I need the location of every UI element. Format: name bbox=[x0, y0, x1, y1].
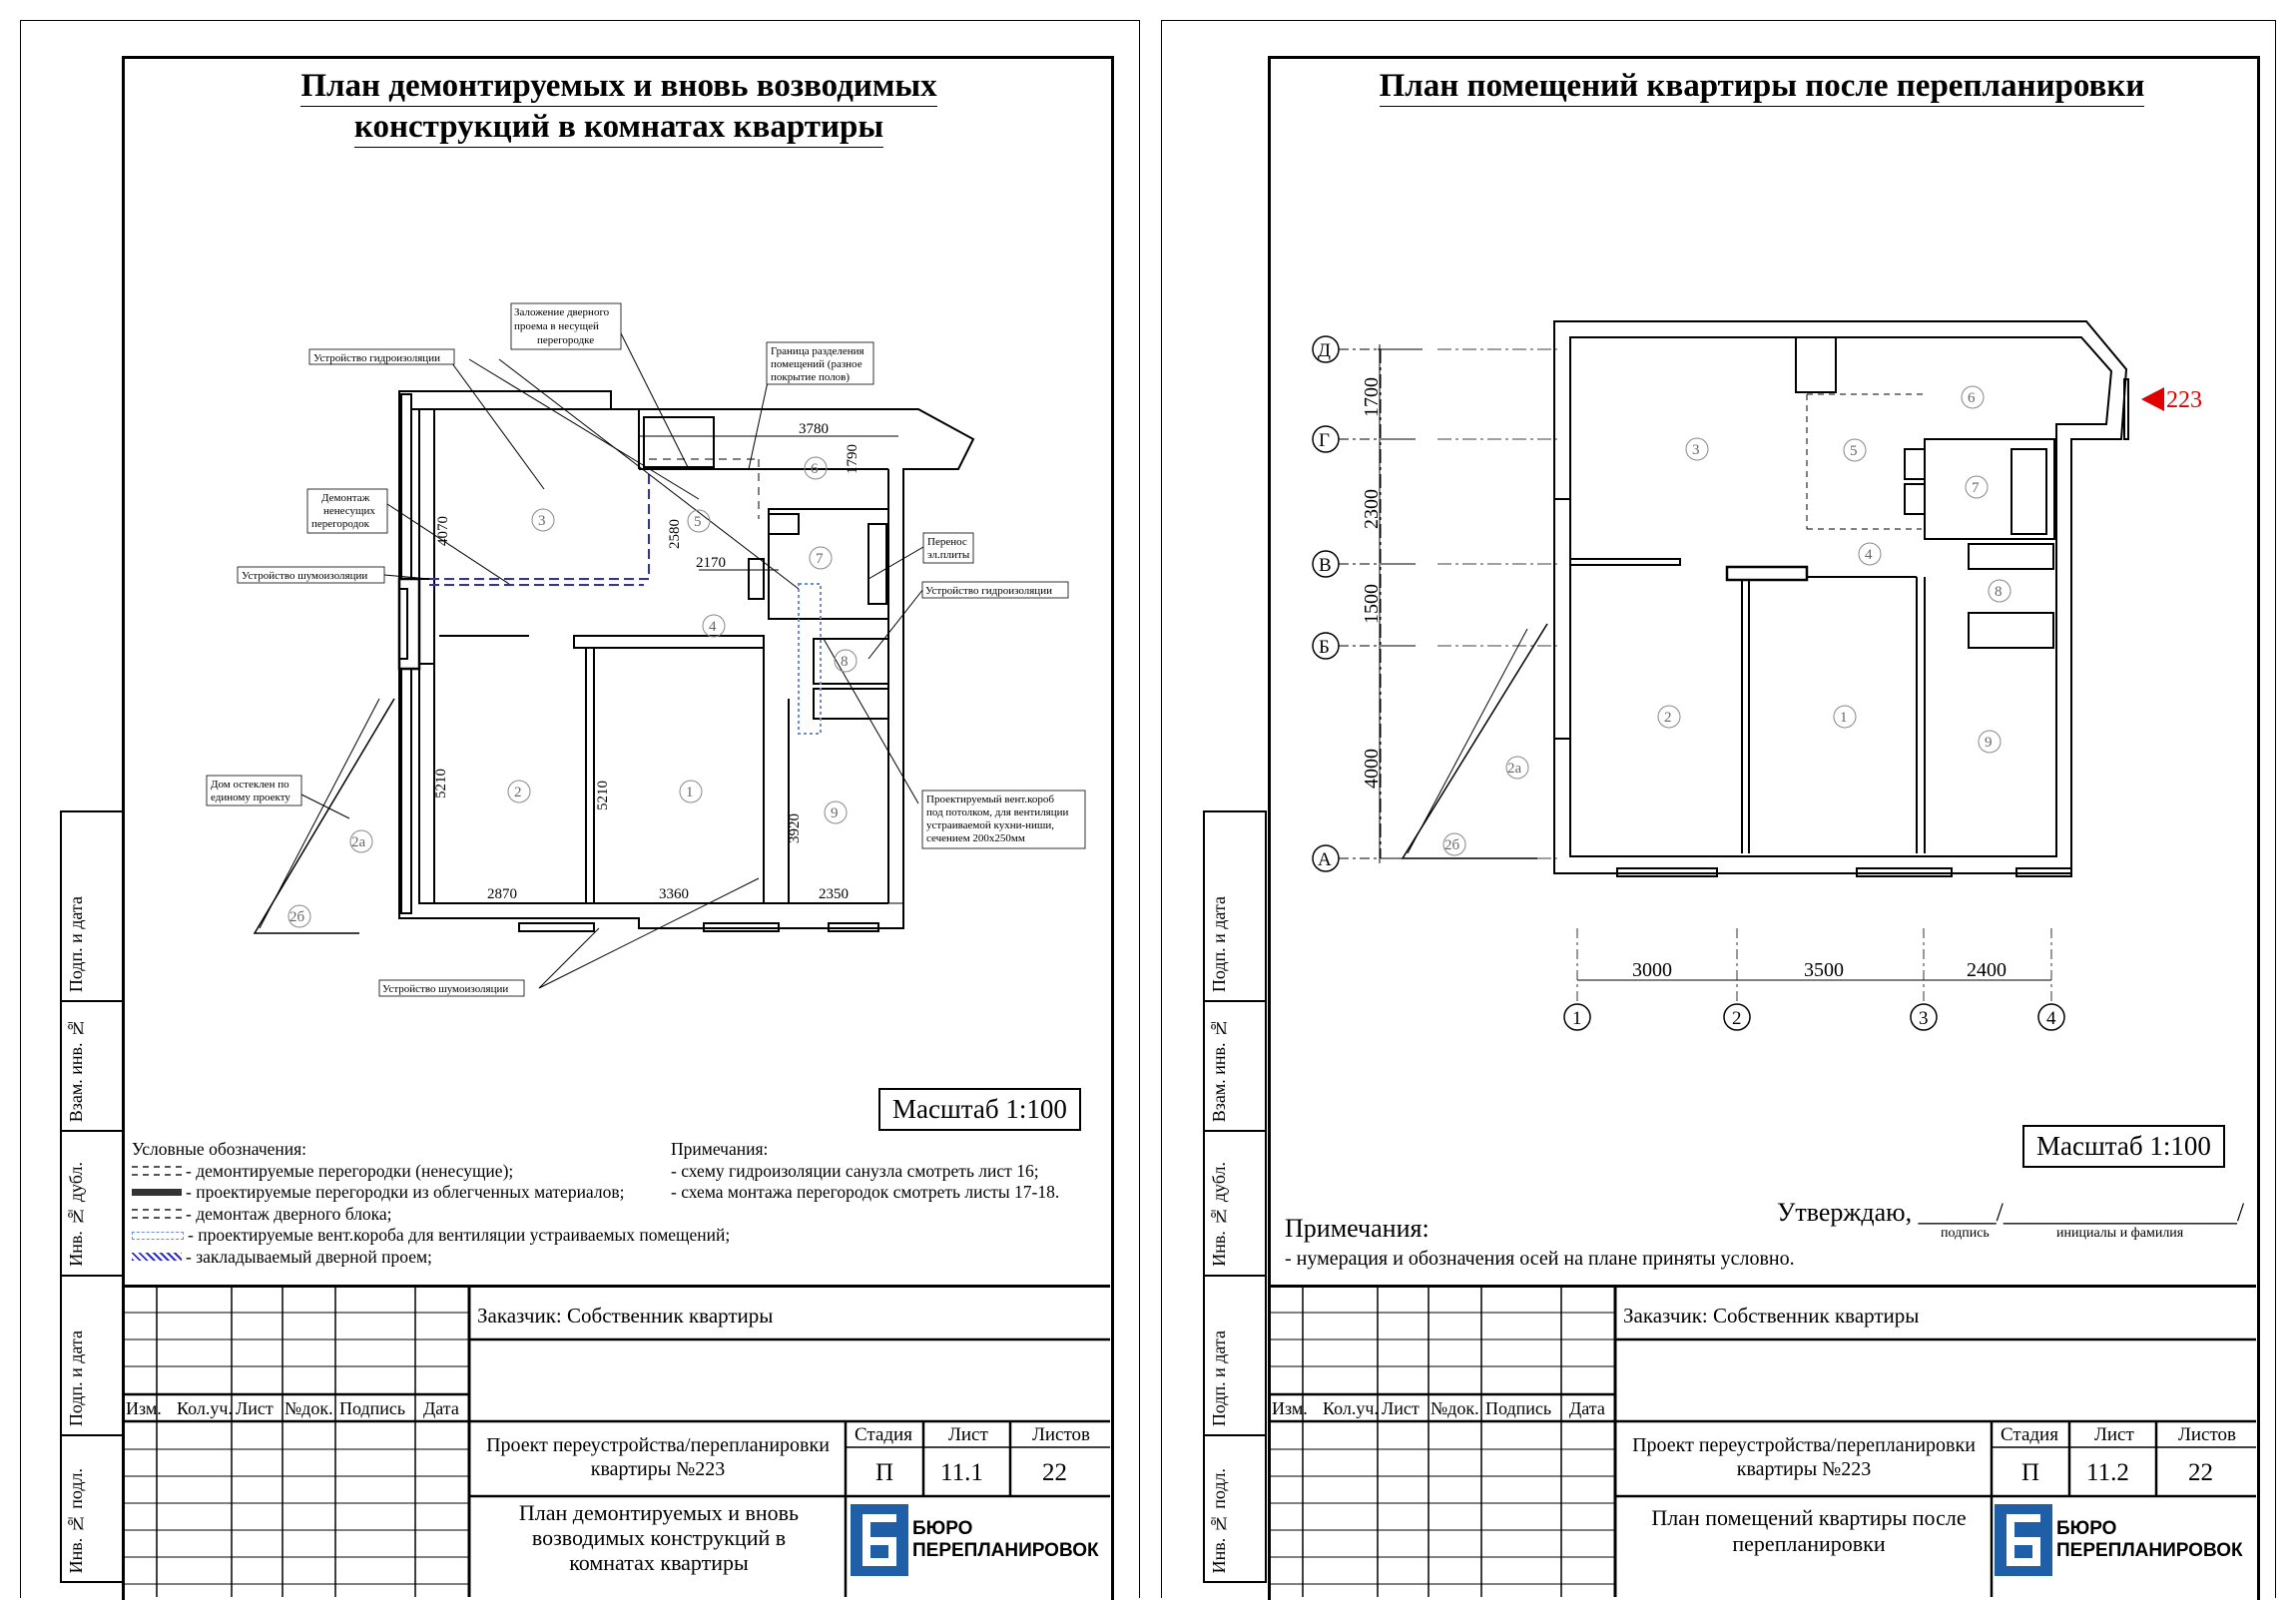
stamp-col: Дата bbox=[423, 1398, 459, 1418]
dim-label: 5210 bbox=[595, 781, 611, 810]
floor-plan-after bbox=[1288, 309, 2236, 1038]
solid-bar-icon bbox=[132, 1189, 182, 1196]
hdim-label: 3000 bbox=[1632, 959, 1672, 981]
legend-item: - закладываемый дверной проем; bbox=[186, 1246, 432, 1267]
stamp-sheets: 22 bbox=[2188, 1459, 2213, 1486]
logo bbox=[851, 1504, 1099, 1576]
room-number: 2а bbox=[1507, 761, 1522, 777]
dim-label: 3780 bbox=[799, 421, 829, 437]
room-number: 8 bbox=[841, 654, 849, 670]
callout: покрытие полов) bbox=[771, 371, 851, 383]
dashed-line-icon bbox=[132, 1166, 182, 1176]
room-number: 5 bbox=[1850, 443, 1858, 459]
hatched-door-icon bbox=[132, 1253, 182, 1261]
stamp-sheets-label: Листов bbox=[1032, 1424, 1091, 1445]
room-number: 2 bbox=[514, 785, 522, 800]
callout: Устройство гидроизоляции bbox=[925, 585, 1052, 597]
side-label: Взам. инв. № bbox=[1209, 1017, 1229, 1122]
callout: единому проекту bbox=[211, 792, 290, 803]
callout: помещений (разное bbox=[771, 358, 862, 370]
stamp-sheet: 11.1 bbox=[940, 1459, 983, 1486]
callout: Устройство шумоизоляции bbox=[242, 570, 368, 582]
dim-label: 5210 bbox=[433, 769, 449, 799]
stamp-sheet-label: Лист bbox=[948, 1424, 988, 1445]
stamp-stage: П bbox=[2021, 1459, 2040, 1486]
stamp-project: Проект переустройства/перепланировки квартиры №223 bbox=[1632, 1434, 1976, 1480]
notes-item: - схему гидроизоляции санузла смотреть лист 16; bbox=[671, 1160, 1039, 1181]
demolition-floor-plan bbox=[150, 299, 1108, 998]
notes-heading: Примечания: bbox=[671, 1139, 769, 1159]
notes-item: - нумерация и обозначения осей на плане приняты условно. bbox=[1285, 1248, 1795, 1270]
axis-letter: А bbox=[1318, 849, 1332, 870]
hdim-label: 2400 bbox=[1967, 959, 2007, 981]
dim-label: 3920 bbox=[787, 813, 803, 843]
room-number: 6 bbox=[1968, 390, 1976, 406]
stamp-col: Лист bbox=[1382, 1398, 1420, 1418]
stamp-sheets-label: Листов bbox=[2178, 1424, 2237, 1445]
vent-duct-icon bbox=[132, 1232, 184, 1240]
legend-item: - проектируемые перегородки из облегченных материалов; bbox=[186, 1182, 625, 1202]
callout: Проектируемый вент.короб bbox=[926, 794, 1054, 805]
room-number: 1 bbox=[1840, 710, 1848, 726]
vdim-label: 1500 bbox=[1361, 584, 1383, 624]
stamp-col: №док. bbox=[285, 1398, 333, 1418]
scale-box: Масштаб 1:100 bbox=[2022, 1125, 2225, 1168]
room-number: 9 bbox=[831, 805, 839, 821]
room-number: 2б bbox=[289, 909, 305, 925]
room-number: 4 bbox=[1865, 547, 1873, 563]
room-number: 3 bbox=[538, 513, 546, 529]
callout: проема в несущей bbox=[514, 320, 599, 332]
stamp-customer: Заказчик: Собственник квартиры bbox=[1623, 1304, 1920, 1328]
dim-label: 3360 bbox=[659, 886, 689, 902]
logo-icon bbox=[1995, 1504, 2052, 1576]
legend-item: - проектируемые вент.короба для вентиляции устраиваемых помещений; bbox=[188, 1225, 731, 1245]
axis-number: 2 bbox=[1732, 1008, 1742, 1029]
dim-label: 2580 bbox=[667, 519, 683, 549]
dim-label: 4070 bbox=[435, 516, 451, 546]
callout: эл.плиты bbox=[927, 549, 970, 561]
stamp-sheets: 22 bbox=[1042, 1459, 1067, 1486]
callout: Демонтаж bbox=[321, 492, 370, 504]
dim-label: 2170 bbox=[696, 555, 726, 571]
stamp-drawing-title: План помещений квартиры после перепланировки bbox=[1651, 1505, 1967, 1556]
callout: Устройство гидроизоляции bbox=[313, 352, 440, 364]
room-number: 7 bbox=[816, 551, 824, 567]
room-number: 8 bbox=[1995, 584, 2003, 600]
room-number: 6 bbox=[811, 461, 819, 477]
stamp-col: Подпись bbox=[339, 1398, 406, 1418]
title-line: План помещений квартиры после перепланировки bbox=[1380, 66, 2145, 107]
stamp-drawing-title: План демонтируемых и вновь возводимых конструкций в комнатах квартиры bbox=[518, 1500, 800, 1575]
room-number: 3 bbox=[1692, 442, 1700, 458]
side-label: Инв. № дубл. bbox=[66, 1162, 86, 1267]
vdim-label: 4000 bbox=[1361, 749, 1383, 789]
notes-heading: Примечания: bbox=[1285, 1214, 1430, 1243]
room-number: 4 bbox=[709, 619, 717, 635]
stamp-sheet-label: Лист bbox=[2094, 1424, 2134, 1445]
scale-box: Масштаб 1:100 bbox=[878, 1088, 1081, 1131]
stamp-stage: П bbox=[875, 1459, 894, 1486]
axis-letter: Г bbox=[1319, 430, 1330, 451]
room-number: 2а bbox=[351, 834, 366, 850]
side-label: Инв. № подл. bbox=[66, 1467, 86, 1573]
stamp-col: Кол.уч. bbox=[1323, 1398, 1379, 1418]
stamp-customer: Заказчик: Собственник квартиры bbox=[477, 1304, 774, 1328]
callout: Заложение дверного bbox=[514, 306, 610, 318]
dim-label: 1790 bbox=[845, 444, 861, 474]
approval-line: Утверждаю, ______/__________________/ bbox=[1777, 1198, 2245, 1227]
logo-line: БЮРО bbox=[2056, 1518, 2117, 1539]
stamp-col: Изм. bbox=[1272, 1398, 1308, 1418]
room-number: 1 bbox=[686, 785, 694, 800]
stamp-stage-label: Стадия bbox=[2001, 1424, 2058, 1445]
title-line: конструкций в комнатах квартиры bbox=[354, 107, 883, 148]
axis-letter: Д bbox=[1318, 340, 1331, 361]
approval-sign-caption: подпись bbox=[1941, 1226, 1990, 1241]
axis-number: 1 bbox=[1572, 1008, 1582, 1029]
room-number: 5 bbox=[694, 514, 702, 530]
vdim-label: 2300 bbox=[1361, 489, 1383, 529]
logo-line: ПЕРЕПЛАНИРОВОК bbox=[2056, 1540, 2243, 1561]
hdim-label: 3500 bbox=[1804, 959, 1844, 981]
legend-item: - демонтируемые перегородки (ненесущие); bbox=[186, 1160, 514, 1181]
callout: перегородке bbox=[537, 334, 595, 346]
logo bbox=[1995, 1504, 2243, 1576]
legend-item: - демонтаж дверного блока; bbox=[186, 1203, 392, 1224]
stamp-col: Лист bbox=[236, 1398, 274, 1418]
marker-arrow-icon bbox=[2141, 387, 2164, 411]
left-side-strip bbox=[60, 810, 124, 1583]
page-title bbox=[1288, 66, 2236, 107]
approval-name-caption: инициалы и фамилия bbox=[2056, 1226, 2184, 1241]
callout: Дом остеклен по bbox=[211, 779, 289, 791]
side-label: Инв. № дубл. bbox=[1209, 1162, 1229, 1267]
logo-line: ПЕРЕПЛАНИРОВОК bbox=[912, 1540, 1099, 1561]
room-number: 9 bbox=[1985, 735, 1993, 751]
side-label: Взам. инв. № bbox=[66, 1017, 86, 1122]
dim-label: 2870 bbox=[487, 886, 517, 902]
apartment-marker: 223 bbox=[2166, 387, 2202, 413]
door-removal-icon bbox=[132, 1209, 182, 1219]
stamp-col: Кол.уч. bbox=[177, 1398, 233, 1418]
legend bbox=[132, 1139, 730, 1268]
stamp-col: Дата bbox=[1569, 1398, 1605, 1418]
stamp-col: №док. bbox=[1431, 1398, 1479, 1418]
dim-label: 2350 bbox=[819, 886, 849, 902]
room-number: 2б bbox=[1444, 837, 1460, 853]
stamp-col: Подпись bbox=[1485, 1398, 1552, 1418]
side-label: Инв. № подл. bbox=[1209, 1467, 1229, 1573]
axis-letter: Б bbox=[1319, 637, 1330, 658]
room-number: 7 bbox=[1972, 480, 1980, 496]
right-side-strip bbox=[1203, 810, 1267, 1583]
title-line: План демонтируемых и вновь возводимых bbox=[300, 66, 936, 107]
stamp-sheet: 11.2 bbox=[2086, 1459, 2129, 1486]
callout: под потолком, для вентиляции bbox=[926, 806, 1069, 818]
legend-heading: Условные обозначения: bbox=[132, 1139, 307, 1159]
callout: Граница разделения bbox=[771, 345, 864, 357]
side-label: Подп. и дата bbox=[66, 1330, 86, 1426]
callout: Устройство шумоизоляции bbox=[382, 983, 509, 995]
callout: перегородок bbox=[311, 518, 370, 530]
side-label: Подп. и дата bbox=[1209, 895, 1229, 992]
callout: устраиваемой кухни-ниши, bbox=[926, 819, 1055, 831]
room-number: 2 bbox=[1664, 710, 1672, 726]
side-label: Подп. и дата bbox=[1209, 1330, 1229, 1426]
callout: Перенос bbox=[927, 536, 967, 548]
stamp-stage-label: Стадия bbox=[855, 1424, 912, 1445]
stamp-col: Изм. bbox=[126, 1398, 162, 1418]
vdim-label: 1700 bbox=[1361, 377, 1383, 417]
logo-icon bbox=[851, 1504, 908, 1576]
axis-number: 3 bbox=[1919, 1008, 1929, 1029]
axis-number: 4 bbox=[2046, 1008, 2056, 1029]
side-label: Подп. и дата bbox=[66, 895, 86, 992]
callout: сечением 200х250мм bbox=[926, 832, 1025, 844]
notes-item: - схема монтажа перегородок смотреть листы 17-18. bbox=[671, 1182, 1060, 1202]
page-title bbox=[150, 66, 1088, 148]
callout: ненесущих bbox=[323, 505, 375, 517]
axis-letter: В bbox=[1319, 555, 1332, 576]
notes bbox=[671, 1139, 1059, 1204]
logo-line: БЮРО bbox=[912, 1518, 973, 1539]
stamp-project: Проект переустройства/перепланировки квартиры №223 bbox=[486, 1434, 830, 1480]
